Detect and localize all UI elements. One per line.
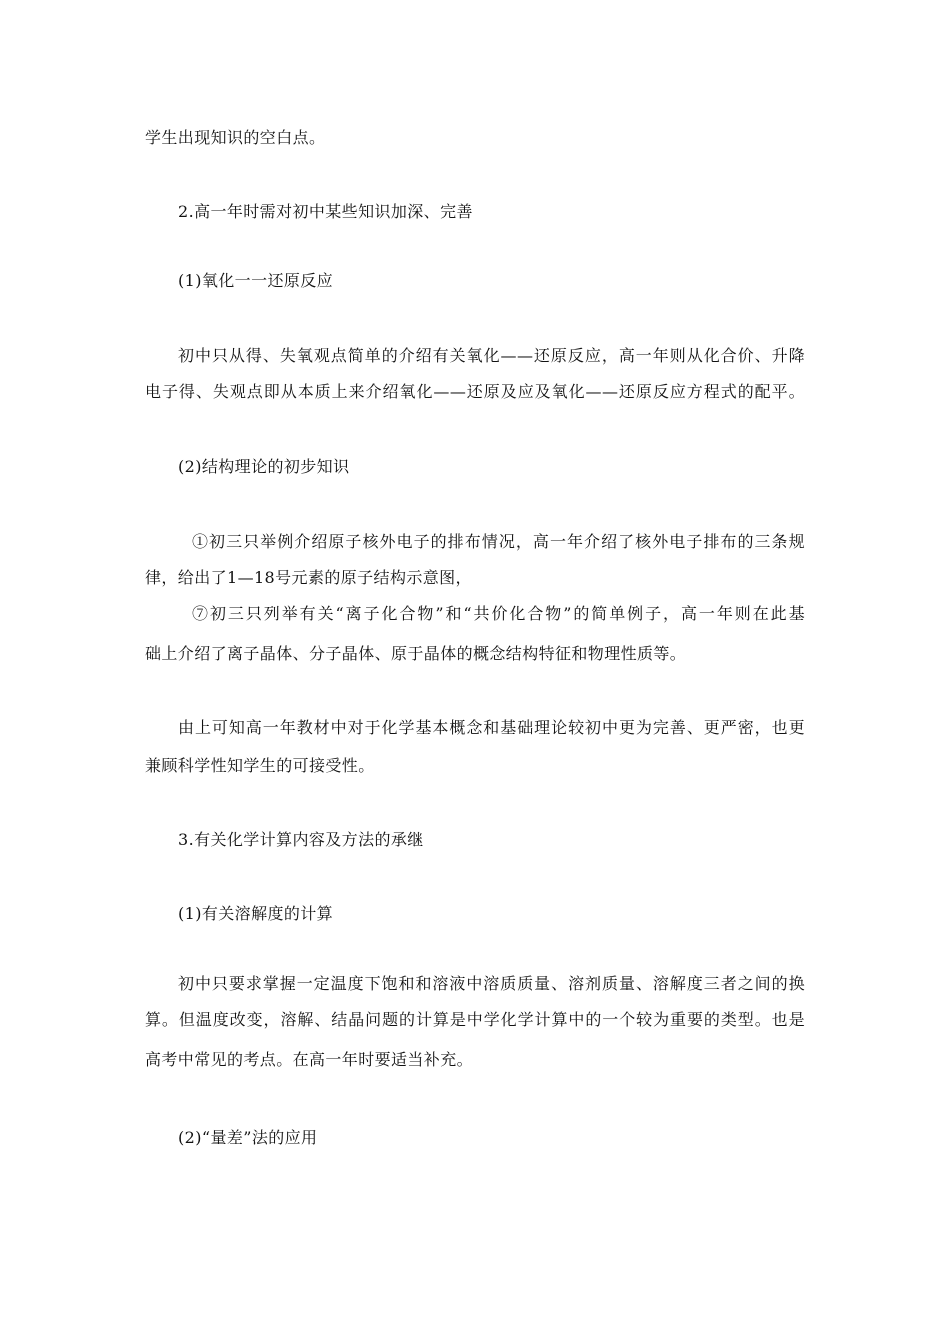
paragraph-line: 高考中常见的考点。在高一年时要适当补充。 <box>145 1050 474 1069</box>
paragraph-line: 律，给出了1—18号元素的原子结构示意图， <box>145 568 472 587</box>
paragraph-line: 初中只要求掌握一定温度下饱和和溶液中溶质质量、溶剂质量、溶解度三者之间的换 <box>178 974 805 993</box>
subsection-heading: (1)有关溶解度的计算 <box>178 904 334 923</box>
paragraph-line: 兼顾科学性知学生的可接受性。 <box>145 756 375 775</box>
list-item: ①初三只举例介绍原子核外电子的排布情况，高一年介绍了核外电子排布的三条规 <box>192 532 805 551</box>
paragraph-line: 由上可知高一年教材中对于化学基本概念和基础理论较初中更为完善、更严密，也更 <box>178 718 805 737</box>
paragraph-line: 电子得、失观点即从本质上来介绍氧化——还原及应及氧化——还原反应方程式的配平。 <box>145 382 805 401</box>
paragraph-line: 学生出现知识的空白点。 <box>145 128 326 147</box>
paragraph-line: 初中只从得、失氧观点简单的介绍有关氧化——还原反应，高一年则从化合价、升降 <box>178 346 805 365</box>
paragraph-line: 算。但温度改变，溶解、结晶问题的计算是中学化学计算中的一个较为重要的类型。也是 <box>145 1010 805 1029</box>
list-item: ⑦初三只列举有关“离子化合物”和“共价化合物”的简单例子，高一年则在此基 <box>192 604 805 623</box>
paragraph-line: 础上介绍了离子晶体、分子晶体、原于晶体的概念结构特征和物理性质等。 <box>145 644 687 663</box>
subsection-heading: (2)“量差”法的应用 <box>178 1128 318 1147</box>
section-heading: 2.高一年时需对初中某些知识加深、完善 <box>178 202 473 221</box>
subsection-heading: (2)结构理论的初步知识 <box>178 457 350 476</box>
subsection-heading: (1)氧化一一还原反应 <box>178 271 334 290</box>
section-heading: 3.有关化学计算内容及方法的承继 <box>178 830 424 849</box>
